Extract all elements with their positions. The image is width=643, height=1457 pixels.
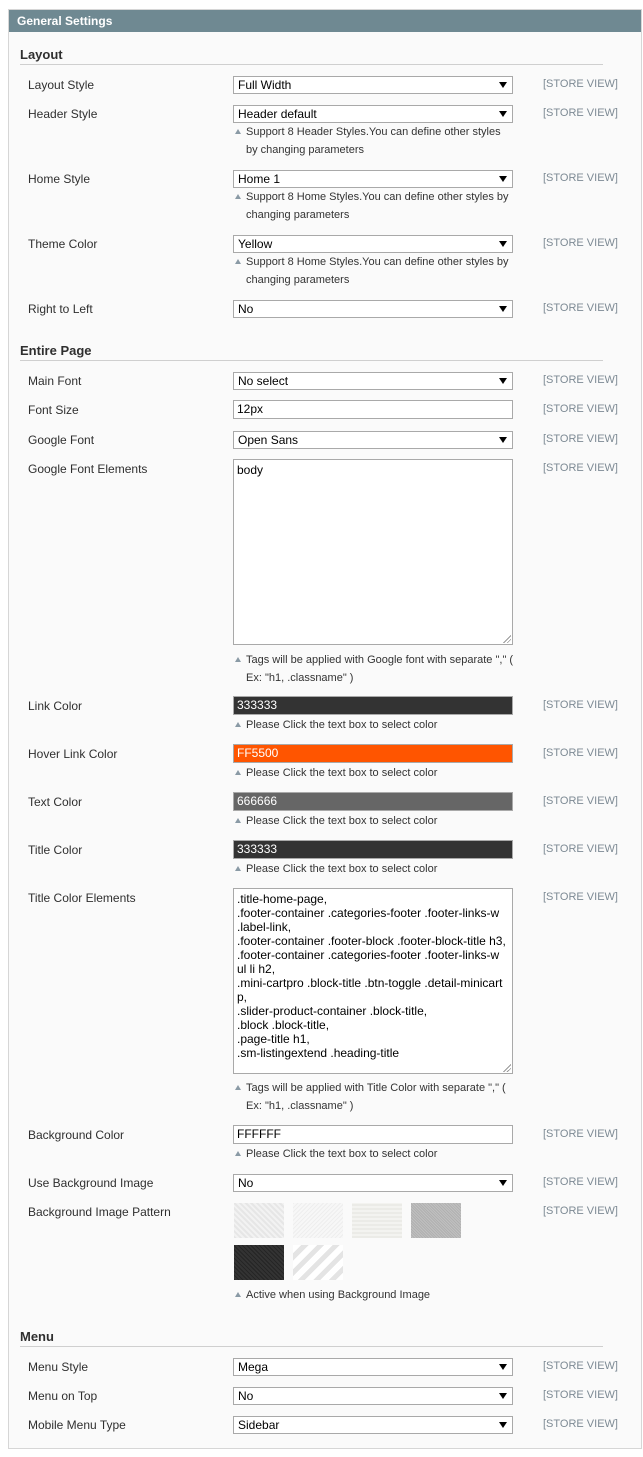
google-font-elements-textarea[interactable]	[233, 459, 513, 645]
note-line: Please Click the text box to select color	[246, 719, 438, 731]
text-color-input[interactable]: 666666	[233, 792, 513, 811]
home-style-note	[234, 188, 524, 224]
section-menu-title: Menu	[20, 1329, 603, 1347]
note-line: Ex: "h1, .classname" )	[246, 1100, 354, 1112]
select-value: Mega	[238, 1360, 269, 1374]
triangle-up-icon	[235, 129, 241, 134]
scope-label: [STORE VIEW]	[543, 1128, 618, 1140]
title-color-elements-note	[234, 1079, 524, 1115]
triangle-up-icon	[235, 1292, 241, 1297]
google-font-elements-note	[234, 651, 524, 687]
chevron-down-icon	[499, 378, 507, 384]
select-value: No	[238, 1176, 254, 1190]
title-color-note	[234, 860, 524, 878]
link-color-label: Link Color	[28, 699, 83, 713]
chevron-down-icon	[499, 82, 507, 88]
main-font-select[interactable]	[233, 372, 513, 390]
triangle-up-icon	[235, 818, 241, 823]
use-bg-image-select[interactable]	[233, 1174, 513, 1192]
resize-grip-icon[interactable]	[502, 1063, 511, 1072]
section-layout-title: Layout	[20, 47, 603, 65]
select-value: Yellow	[238, 237, 273, 251]
select-value: Full Width	[238, 78, 292, 92]
note-line: changing parameters	[246, 274, 350, 286]
background-color-note	[234, 1145, 524, 1163]
select-value: Header default	[238, 107, 317, 121]
textarea-value: .title-home-page, .footer-container .categories-footer .footer-links-w .label-link, .footer-container .footer-block .footer-block-title h3, .footer-container .categories-footer .footer-links-w ul li h2, .mini-cartpro .block-title .btn-toggle .detail-minicart p, .slider-product-container .block-title, .block .block-title, .page-title h1, .sm-listingextend .heading-title	[237, 892, 506, 1060]
text-color-note	[234, 812, 524, 830]
title-color-elements-label: Title Color Elements	[28, 891, 136, 905]
link-color-note	[234, 716, 524, 734]
textarea-value: body	[237, 463, 264, 477]
triangle-up-icon	[235, 259, 241, 264]
hover-link-color-label: Hover Link Color	[28, 747, 118, 761]
google-font-elements-label: Google Font Elements	[28, 462, 148, 476]
bg-pattern-note	[234, 1286, 524, 1304]
note-line: Please Click the text box to select color	[246, 767, 438, 779]
scope-label: [STORE VIEW]	[543, 699, 618, 711]
pattern-swatch[interactable]	[411, 1203, 461, 1238]
select-value: Sidebar	[238, 1418, 280, 1432]
home-style-select[interactable]	[233, 170, 513, 188]
text-color-label: Text Color	[28, 795, 83, 809]
scope-label: [STORE VIEW]	[543, 1205, 618, 1217]
note-line: Active when using Background Image	[246, 1289, 431, 1301]
chevron-down-icon	[499, 176, 507, 182]
menu-on-top-label: Menu on Top	[28, 1389, 98, 1403]
scope-label: [STORE VIEW]	[543, 237, 618, 249]
triangle-up-icon	[235, 1151, 241, 1156]
select-value: Home 1	[238, 172, 281, 186]
scope-label: [STORE VIEW]	[543, 1389, 618, 1401]
scope-label: [STORE VIEW]	[543, 795, 618, 807]
chevron-down-icon	[499, 306, 507, 312]
use-bg-image-label: Use Background Image	[28, 1176, 154, 1190]
main-font-label: Main Font	[28, 374, 82, 388]
scope-label: [STORE VIEW]	[543, 172, 618, 184]
note-line: Ex: "h1, .classname" )	[246, 672, 354, 684]
layout-style-select[interactable]	[233, 76, 513, 94]
home-style-label: Home Style	[28, 172, 91, 186]
triangle-up-icon	[235, 866, 241, 871]
theme-color-label: Theme Color	[28, 237, 98, 251]
pattern-swatch[interactable]	[234, 1203, 284, 1238]
rtl-select[interactable]	[233, 300, 513, 318]
menu-style-select[interactable]	[233, 1358, 513, 1376]
note-line: Please Click the text box to select color	[246, 863, 438, 875]
chevron-down-icon	[499, 1422, 507, 1428]
pattern-swatch[interactable]	[293, 1203, 343, 1238]
hover-link-color-note	[234, 764, 524, 782]
note-line: Tags will be applied with Google font with separate "," (	[246, 654, 514, 666]
chevron-down-icon	[499, 1393, 507, 1399]
pattern-swatch[interactable]	[234, 1245, 284, 1280]
font-size-input[interactable]: 12px	[233, 400, 513, 419]
chevron-down-icon	[499, 1180, 507, 1186]
triangle-up-icon	[235, 1085, 241, 1090]
background-color-label: Background Color	[28, 1128, 125, 1142]
header-style-select[interactable]	[233, 105, 513, 123]
select-value: No	[238, 302, 254, 316]
chevron-down-icon	[499, 241, 507, 247]
select-value: No	[238, 1389, 254, 1403]
scope-label: [STORE VIEW]	[543, 78, 618, 90]
panel-title[interactable]: General Settings	[9, 10, 641, 32]
select-value: No select	[238, 374, 289, 388]
pattern-swatch[interactable]	[293, 1245, 343, 1280]
chevron-down-icon	[499, 111, 507, 117]
scope-label: [STORE VIEW]	[543, 302, 618, 314]
pattern-swatch[interactable]	[470, 1203, 520, 1238]
font-size-label: Font Size	[28, 403, 79, 417]
mobile-menu-type-select[interactable]	[233, 1416, 513, 1434]
menu-on-top-select[interactable]	[233, 1387, 513, 1405]
google-font-select[interactable]	[233, 431, 513, 449]
scope-label: [STORE VIEW]	[543, 1418, 618, 1430]
scope-label: [STORE VIEW]	[543, 403, 618, 415]
theme-color-note	[234, 253, 524, 289]
link-color-input[interactable]: 333333	[233, 696, 513, 715]
background-color-input[interactable]: FFFFFF	[233, 1125, 513, 1144]
theme-color-select[interactable]	[233, 235, 513, 253]
pattern-swatch[interactable]	[352, 1203, 402, 1238]
mobile-menu-type-label: Mobile Menu Type	[28, 1418, 126, 1432]
scope-label: [STORE VIEW]	[543, 374, 618, 386]
bg-pattern-label: Background Image Pattern	[28, 1205, 171, 1219]
note-line: by changing parameters	[246, 144, 365, 156]
scope-label: [STORE VIEW]	[543, 107, 618, 119]
scope-label: [STORE VIEW]	[543, 843, 618, 855]
scope-label: [STORE VIEW]	[543, 891, 618, 903]
google-font-label: Google Font	[28, 433, 95, 447]
title-color-elements-textarea[interactable]	[233, 888, 513, 1074]
triangle-up-icon	[235, 194, 241, 199]
note-line: Please Click the text box to select color	[246, 815, 438, 827]
scope-label: [STORE VIEW]	[543, 1360, 618, 1372]
scope-label: [STORE VIEW]	[543, 433, 618, 445]
hover-link-color-input[interactable]: FF5500	[233, 744, 513, 763]
rtl-label: Right to Left	[28, 302, 93, 316]
select-value: Open Sans	[238, 433, 299, 447]
note-line: changing parameters	[246, 209, 350, 221]
note-line: Please Click the text box to select color	[246, 1148, 438, 1160]
note-line: Tags will be applied with Title Color with separate "," (	[246, 1082, 506, 1094]
triangle-up-icon	[235, 770, 241, 775]
triangle-up-icon	[235, 657, 241, 662]
menu-style-label: Menu Style	[28, 1360, 89, 1374]
chevron-down-icon	[499, 437, 507, 443]
chevron-down-icon	[499, 1364, 507, 1370]
pattern-swatch[interactable]	[352, 1245, 402, 1280]
note-line: Support 8 Header Styles.You can define other styles	[246, 126, 501, 138]
note-line: Support 8 Home Styles.You can define other styles by	[246, 256, 509, 268]
scope-label: [STORE VIEW]	[543, 1176, 618, 1188]
note-line: Support 8 Home Styles.You can define other styles by	[246, 191, 509, 203]
header-style-label: Header Style	[28, 107, 98, 121]
triangle-up-icon	[235, 722, 241, 727]
section-entire-page-title: Entire Page	[20, 343, 603, 361]
scope-label: [STORE VIEW]	[543, 462, 618, 474]
resize-grip-icon[interactable]	[502, 634, 511, 643]
layout-style-label: Layout Style	[28, 78, 95, 92]
header-style-note	[234, 123, 524, 159]
title-color-input[interactable]: 333333	[233, 840, 513, 859]
scope-label: [STORE VIEW]	[543, 747, 618, 759]
title-color-label: Title Color	[28, 843, 83, 857]
